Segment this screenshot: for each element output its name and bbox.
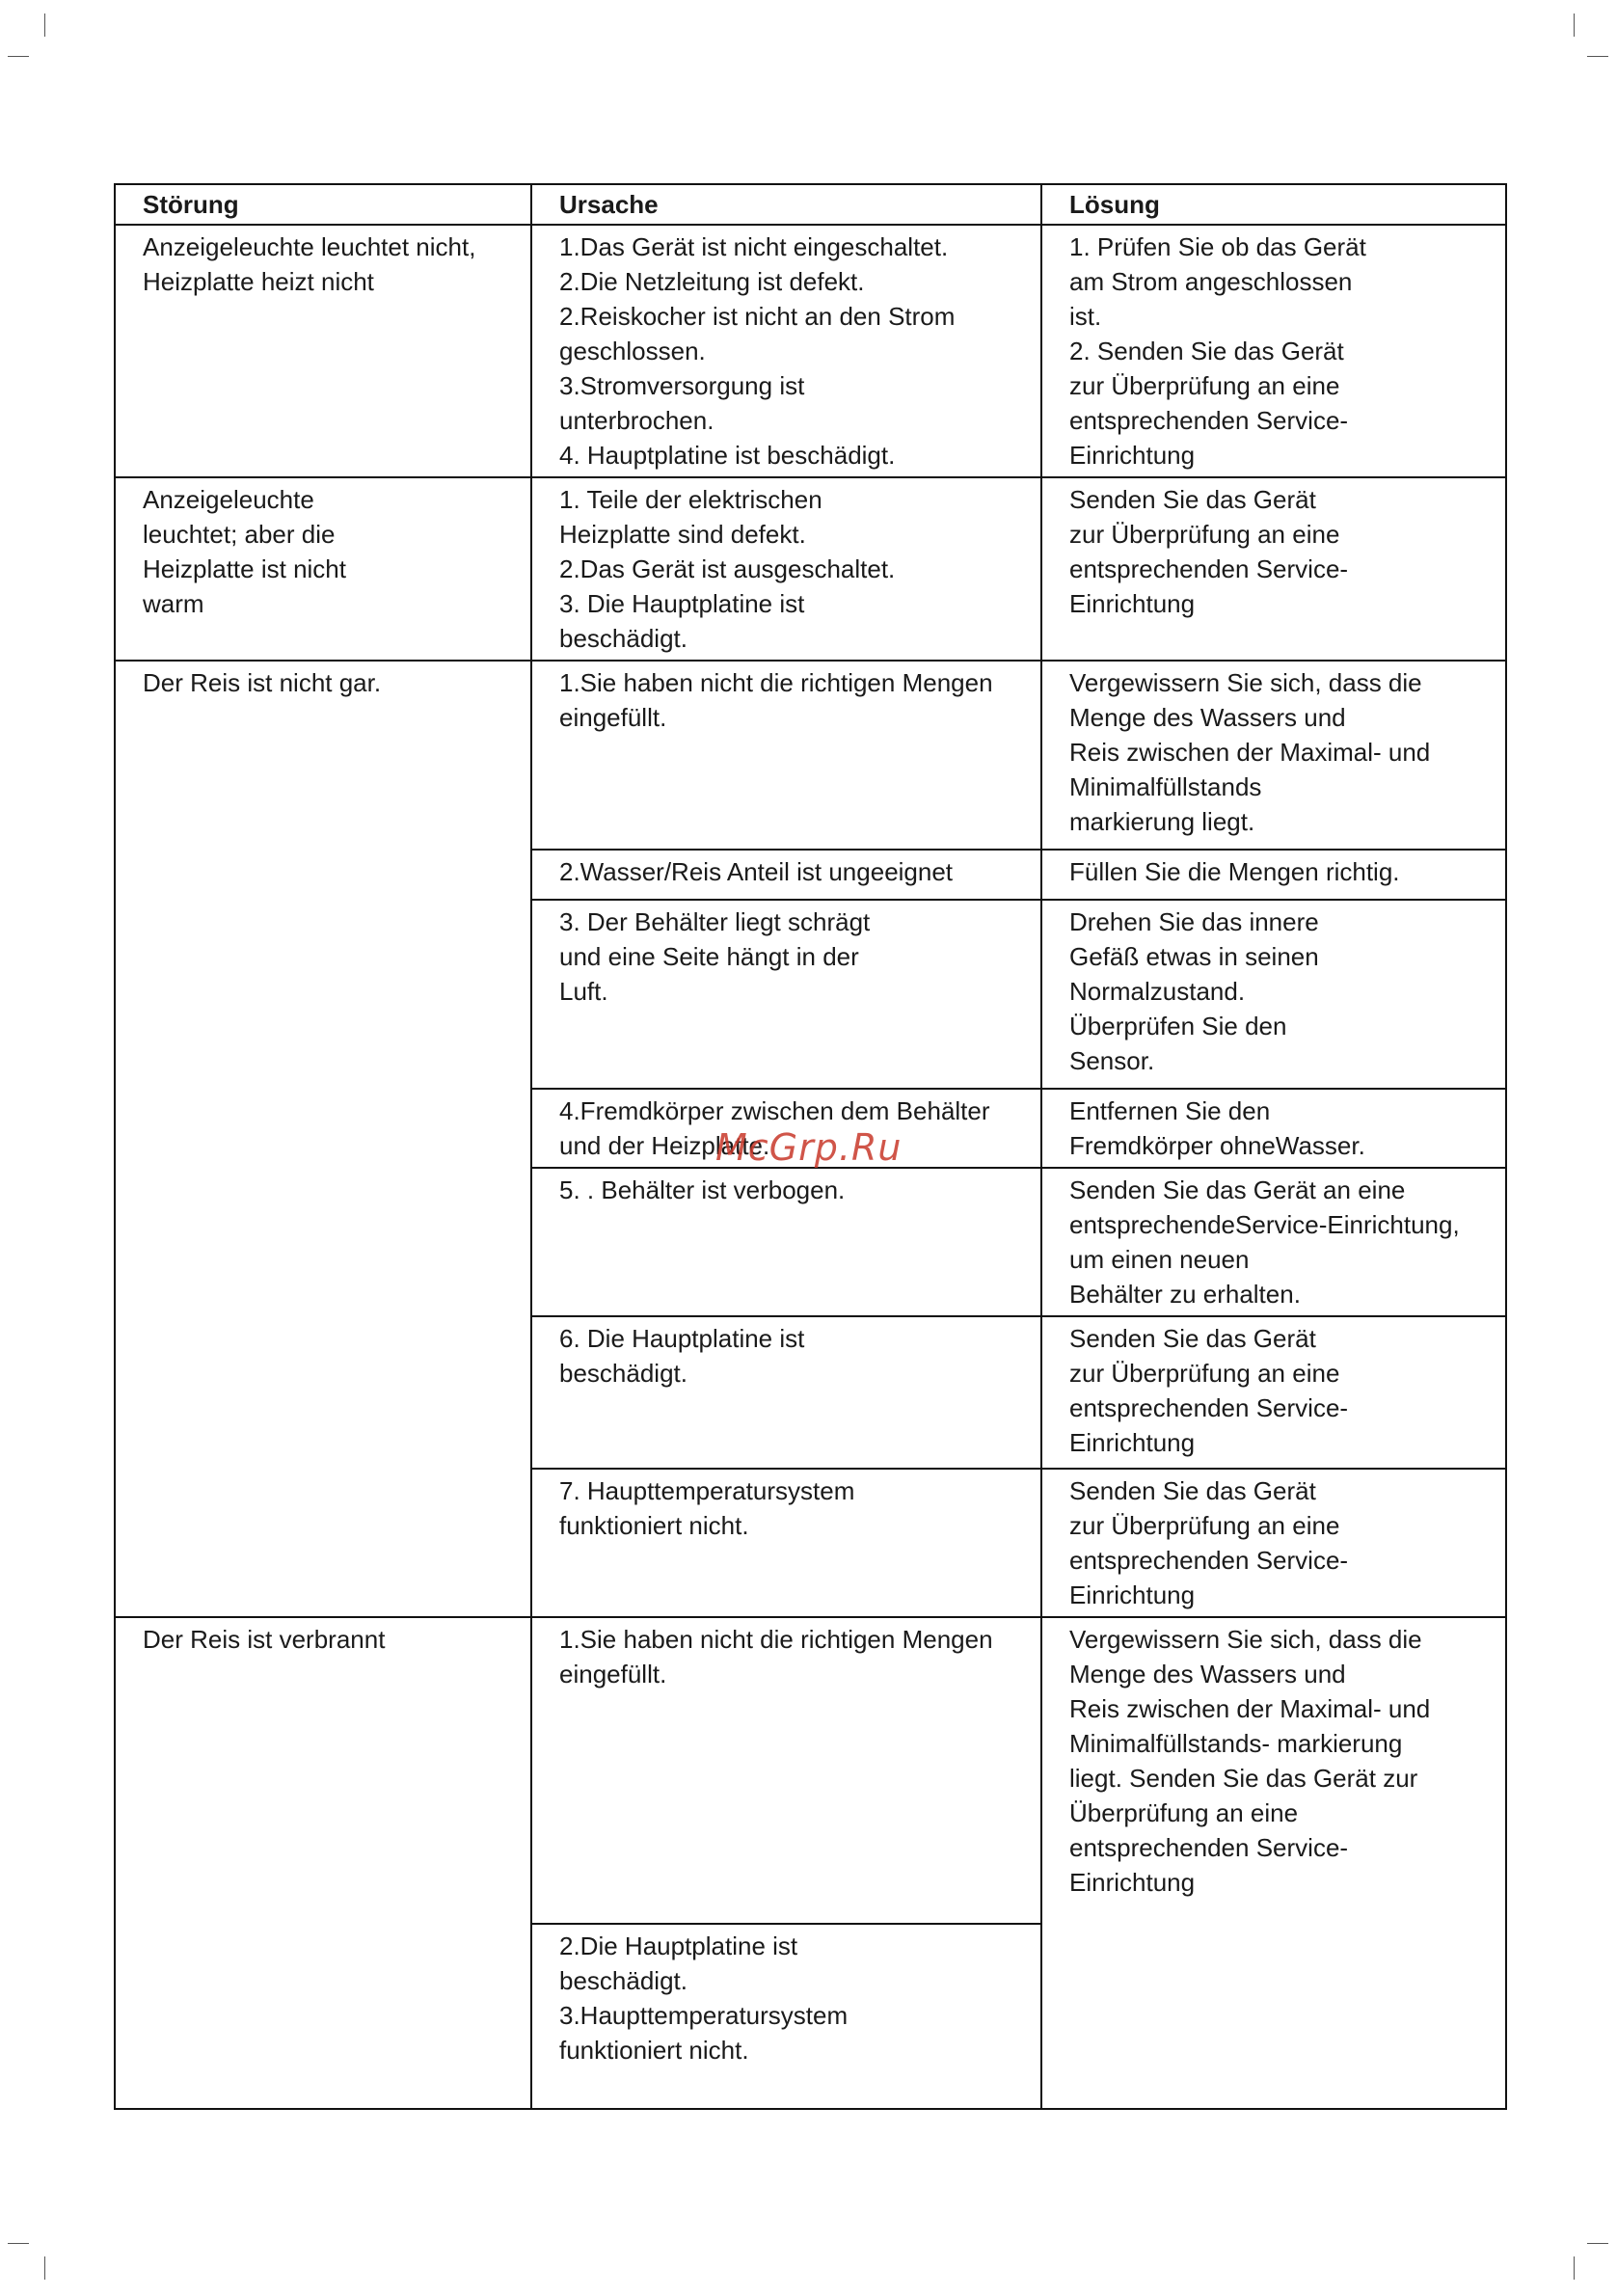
solution-cell: Vergewissern Sie sich, dass die Menge des Wassers und Reis zwischen der Maximal- und Minimalfüllstands markierung liegt.	[1041, 661, 1506, 850]
crop-mark	[44, 2256, 45, 2280]
solution-cell: Drehen Sie das innere Gefäß etwas in seinen Normalzustand. Überprüfen Sie den Sensor.	[1041, 900, 1506, 1089]
solution-cell: Senden Sie das Gerät zur Überprüfung an eine entsprechenden Service- Einrichtung	[1041, 477, 1506, 661]
header-stoerung: Störung	[115, 184, 531, 225]
header-loesung: Lösung	[1041, 184, 1506, 225]
table-header-row	[115, 184, 1506, 225]
crop-mark	[1574, 2256, 1575, 2280]
cause-cell: 3. Der Behälter liegt schrägt und eine Seite hängt in der Luft.	[531, 900, 1041, 1089]
table-row	[115, 477, 1506, 661]
cause-cell: 7. Haupttemperatursystem funktioniert nicht.	[531, 1469, 1041, 1617]
cause-cell: 5. . Behälter ist verbogen.	[531, 1168, 1041, 1316]
crop-mark	[1574, 14, 1575, 37]
problem-cell: Der Reis ist verbrannt	[115, 1617, 531, 2109]
cause-cell: 1.Das Gerät ist nicht eingeschaltet. 2.Die Netzleitung ist defekt. 2.Reiskocher ist nicht an den Strom geschlossen. 3.Stromversorgung ist unterbrochen. 4. Hauptplatine ist beschädigt.	[531, 225, 1041, 477]
solution-cell: Entfernen Sie den Fremdkörper ohneWasser.	[1041, 1089, 1506, 1168]
solution-cell: Füllen Sie die Mengen richtig.	[1041, 850, 1506, 900]
watermark: McGrp.Ru	[715, 1126, 903, 1169]
problem-cell: Anzeigeleuchte leuchtet; aber die Heizplatte ist nicht warm	[115, 477, 531, 661]
solution-cell: Vergewissern Sie sich, dass die Menge des Wassers und Reis zwischen der Maximal- und Minimalfüllstands- markierung liegt. Senden Sie das Gerät zur Überprüfung an eine entsprechenden Service- Einrichtung	[1041, 1617, 1506, 2109]
crop-mark	[44, 14, 45, 37]
problem-cell: Anzeigeleuchte leuchtet nicht, Heizplatte heizt nicht	[115, 225, 531, 477]
cause-cell: 4.Fremdkörper zwischen dem Behälter und der Heizplatte.	[531, 1089, 1041, 1168]
cause-cell: 2.Wasser/Reis Anteil ist ungeeignet	[531, 850, 1041, 900]
crop-mark	[8, 2243, 29, 2244]
solution-cell: 1. Prüfen Sie ob das Gerät am Strom angeschlossen ist. 2. Senden Sie das Gerät zur Überprüfung an eine entsprechenden Service- Einrichtung	[1041, 225, 1506, 477]
cause-cell: 1. Teile der elektrischen Heizplatte sind defekt. 2.Das Gerät ist ausgeschaltet. 3. Die Hauptplatine ist beschädigt.	[531, 477, 1041, 661]
header-ursache: Ursache	[531, 184, 1041, 225]
cause-cell: 6. Die Hauptplatine ist beschädigt.	[531, 1316, 1041, 1469]
table-row	[115, 661, 1506, 850]
crop-mark	[8, 56, 29, 57]
crop-mark	[1587, 2243, 1608, 2244]
cause-cell: 1.Sie haben nicht die richtigen Mengen eingefüllt.	[531, 661, 1041, 850]
cause-cell: 2.Die Hauptplatine ist beschädigt. 3.Haupttemperatursystem funktioniert nicht.	[531, 1924, 1041, 2109]
solution-cell: Senden Sie das Gerät an eine entsprechendeService-Einrichtung, um einen neuen Behälter zu erhalten.	[1041, 1168, 1506, 1316]
solution-cell: Senden Sie das Gerät zur Überprüfung an eine entsprechenden Service- Einrichtung	[1041, 1469, 1506, 1617]
solution-cell: Senden Sie das Gerät zur Überprüfung an eine entsprechenden Service- Einrichtung	[1041, 1316, 1506, 1469]
problem-cell: Der Reis ist nicht gar.	[115, 661, 531, 1617]
table-row	[115, 1617, 1506, 1924]
table-row	[115, 225, 1506, 477]
crop-mark	[1587, 56, 1608, 57]
cause-cell: 1.Sie haben nicht die richtigen Mengen eingefüllt.	[531, 1617, 1041, 1924]
